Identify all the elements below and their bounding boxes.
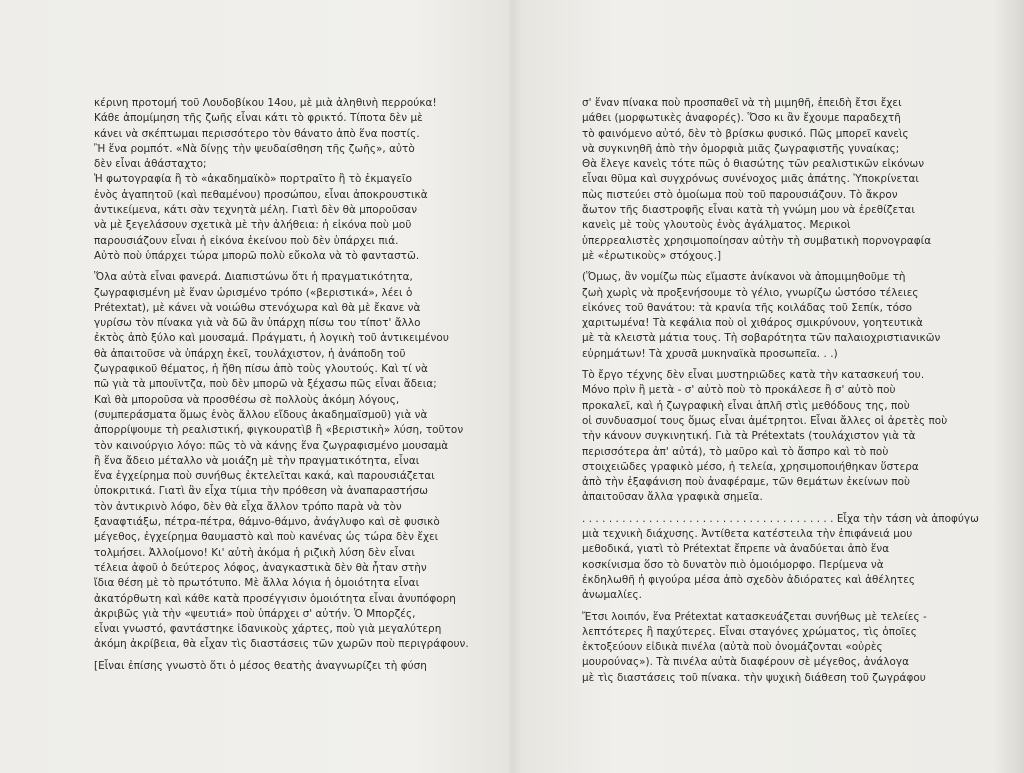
text-line: ζωὴ χωρὶς νὰ προξενήσουμε τὸ γέλιο, γνωρίζω ὡστόσο τέλειες <box>582 286 919 299</box>
text-line: ἀκατόρθωτη καὶ κάθε κατὰ προσέγγισιν ὁμοιότητα εἶναι ἀνυπόφορη <box>94 592 456 605</box>
text-line: ἀπορρίψουμε τὴ ρεαλιστική, φιγκουρατὶβ ἢ «βεριστικὴ» λύση, τοῦτον <box>94 424 464 437</box>
text-line: ἀντικείμενα, κάτι σὰν τεχνητὰ μέλη. Γιατὶ δὲν θὰ μποροῦσαν <box>94 204 418 217</box>
paragraph <box>582 96 976 264</box>
text-line: μὲ τὶς διαστάσεις τοῦ πίνακα. τὴν ψυχικὴ διάθεση τοῦ ζωγράφου <box>582 671 926 684</box>
text-line: στοιχειῶδες γραφικὸ μέσο, ἡ τελεία, χρησιμοποιήθηκαν ὕστερα <box>582 460 919 473</box>
text-line: μὲ «ἐρωτικοὺς» στόχους.] <box>582 249 722 262</box>
text-line: προκαλεῖ, καὶ ἡ ζωγραφικὴ εἶναι ἁπλῆ στὶς μεθόδους της, ποὺ <box>582 399 910 412</box>
text-line: . . . . . . . . . . . . . . . . . . . . . . . . . . . . . . . . . . . . . . Εἶχα τὴν τάση νὰ ἀποφύγω <box>582 512 979 525</box>
text-line: (συμπεράσματα ὅμως ἑνὸς ἄλλου εἴδους ἀκαδημαϊσμοῦ) γιὰ νὰ <box>94 408 428 421</box>
text-line: Prétextat), μὲ κάνει νὰ νοιώθω στενόχωρα καὶ θὰ μὲ ἔκανε νὰ <box>94 301 421 314</box>
text-line: πὼς πιστεύει στὸ ὁμοίωμα ποὺ τοῦ παρουσιάζουν. Τὸ ἄκρον <box>582 188 898 201</box>
paragraph <box>94 96 486 264</box>
text-line: μουρούνας»). Τὰ πινέλα αὐτὰ διαφέρουν σὲ μέγεθος, ἀνάλογα <box>582 656 910 669</box>
text-line: Ἔτσι λοιπόν, ἕνα Prétextat κατασκευάζεται συνήθως μὲ τελείες - <box>582 610 927 623</box>
text-line: τὸ φαινόμενο αὐτό, δὲν τὸ βρίσκω φυσικό. Πῶς μπορεῖ κανεὶς <box>582 127 909 140</box>
text-line: Ἢ ἕνα ρομπότ. «Νὰ δίνῃς τὴν ψευδαίσθηση τῆς ζωῆς», αὐτὸ <box>94 142 415 155</box>
paragraph <box>94 659 486 674</box>
text-line: (Ὅμως, ἂν νομίζω πὼς εἴμαστε ἀνίκανοι νὰ ἀπομιμηθοῦμε τὴ <box>582 271 906 284</box>
right-text-column <box>582 96 979 686</box>
text-line: ἴδια θέση μὲ τὸ πρωτότυπο. Μὲ ἄλλα λόγια ἡ ὁμοιότητα εἶναι <box>94 577 420 590</box>
text-line: τὴν κάνουν συγκινητική. Γιὰ τὰ Prétextats (τουλάχιστον γιὰ τὰ <box>582 430 916 443</box>
text-line: νὰ συγκινηθῆ ἀπὸ τὴν ὀμορφιὰ μιᾶς ζωγραφιστῆς γυναίκας; <box>582 142 900 155</box>
text-line: νὰ μὲ ξεγελάσουν σχετικὰ μὲ τὴν ἀλήθεια: ἡ εἰκόνα ποὺ μοῦ <box>94 219 412 232</box>
text-line: ζωγραφισμένη μὲ ἕναν ὡρισμένο τρόπο («βεριστικά», λέει ὁ <box>94 286 413 299</box>
text-line: μέγεθος, ἐγχείρημα θαυμαστὸ καὶ ποὺ κανένας ὡς τώρα δὲν ἔχει <box>94 531 439 544</box>
text-line: ζωγραφικοῦ θέματος, ἡ ἤθη πίσω ἀπὸ τοὺς γλουτούς. Καὶ τί νὰ <box>94 363 428 376</box>
text-line: μεθοδικά, γιατὶ τὸ Prétextat ἔπρεπε νὰ ἀναδύεται ἀπὸ ἕνα <box>582 543 890 556</box>
text-line: σ' ἕναν πίνακα ποὺ προσπαθεῖ νὰ τὴ μιμηθῆ, ἐπειδὴ ἔτσι ἔχει <box>582 97 902 109</box>
paragraph <box>582 512 979 604</box>
text-line: εὐρημάτων! Τὰ χρυσᾶ μυκηναϊκὰ προσωπεῖα. . .) <box>582 347 838 360</box>
text-line: γυρίσω τὸν πίνακα γιὰ νὰ δῶ ἂν ὑπάρχη πίσω του τίποτ' ἄλλο <box>94 317 421 330</box>
text-line: τὸν ἀντικρινὸ λόφο, δὲν θὰ εἶχα ἄλλον τρόπο παρὰ νὰ τὸν <box>94 500 402 513</box>
text-line: δὲν εἶναι ἀθάσταχτο; <box>94 158 207 171</box>
text-line: μὲ τὰ κλειστὰ μάτια τους. Τὴ σοβαρότητα τῶν παλαιοχριστιανικῶν <box>582 332 941 345</box>
text-line: θὰ ἀπαιτοῦσε νὰ ὑπάρχη ἐκεῖ, τουλάχιστον, ἡ ἀνάποδη τοῦ <box>94 347 406 360</box>
text-line: ἀνωμαλίες. <box>582 589 642 602</box>
text-line: λεπτότερες ἢ παχύτερες. Εἶναι σταγόνες χρώματος, τὶς ὁποῖες <box>582 625 917 638</box>
text-line: οἱ συνδυασμοί τους ὅμως εἶναι ἀμέτρητοι. Εἶναι ἄλλες οἱ ἀρετὲς ποὺ <box>582 414 948 427</box>
text-line: εἶναι γνωστό, φαντάστηκε ἰδανικοὺς χάρτες, ποὺ γιὰ μεγαλύτερη <box>94 623 442 636</box>
paragraph <box>582 610 976 686</box>
right-page <box>512 0 1024 773</box>
text-line: τέλεια ἀφοῦ ὁ δεύτερος λόφος, ἀναγκαστικὰ δὲν θὰ ἦταν στὴν <box>94 561 427 574</box>
text-line: κοσκίνισμα ὅσο τὸ δυνατὸν πιὸ ὁμοιόμορφο. Περίμενα νὰ <box>582 558 884 571</box>
text-line: ὑπερρεαλιστὲς χρησιμοποίησαν αὐτὴν τὴ συμβατικὴ πορνογραφία <box>582 234 932 247</box>
text-line: ἄωτον τῆς διαστροφῆς εἶναι κατὰ τὴ γνώμη μου νὰ ἐρεθίζεται <box>582 204 915 217</box>
text-line: Μόνο πρὶν ἢ μετὰ - σ' αὐτὸ ποὺ τὸ προκάλεσε ἢ σ' αὐτὸ ποὺ <box>582 384 896 397</box>
paragraph <box>94 270 486 652</box>
text-line: Ἡ φωτογραφία ἢ τὸ «ἀκαδημαϊκὸ» πορτραῖτο ἢ τὸ ἐκμαγεῖο <box>94 173 412 186</box>
paragraph <box>582 368 976 506</box>
text-line: ξαναφτιάξω, πέτρα-πέτρα, θάμνο-θάμνο, ἀνάγλυφο καὶ σὲ φυσικὸ <box>94 516 440 529</box>
text-line: Αὐτὸ ποὺ ὑπάρχει τώρα μπορῶ πολὺ εὔκολα νὰ τὸ φανταστῶ. <box>94 249 420 262</box>
text-line: κέρινη προτομή τοῦ Λουδοβίκου 14ου, μὲ μιὰ ἀληθινὴ περρούκα! <box>94 97 437 109</box>
text-line: Κάθε ἀπομίμηση τῆς ζωῆς εἶναι κάτι τὸ φρικτό. Τίποτα δὲν μὲ <box>94 112 423 125</box>
text-line: ἐκτοξεύουν εἰδικὰ πινέλα (αὐτὰ ποὺ ὀνομάζονται «οὐρὲς <box>582 641 883 654</box>
text-line: πῶ γιὰ τὰ μπουϊντζα, ποὺ δὲν μπορῶ νὰ ξέχασω πῶς εἶναι ἄδεια; <box>94 378 437 391</box>
text-line: ὑποκριτικά. Γιατὶ ἂν εἶχα τίμια τὴν πρόθεση νὰ ἀναπαραστήσω <box>94 485 429 498</box>
text-line: τὸν καινούργιο λόγο: πῶς τὸ νὰ κάνῃς ἕνα ζωγραφισμένο μουσαμὰ <box>94 439 449 452</box>
text-line: Θὰ ἔλεγε κανεὶς τότε πῶς ὁ θιασώτης τῶν ρεαλιστικῶν εἰκόνων <box>582 158 925 171</box>
text-line: χαριτωμένα! Τὰ κεφάλια ποὺ οἱ χιθάρος σμικρύνουν, γοητευτικὰ <box>582 317 923 330</box>
text-line: ἀκόμη ἀκρίβεια, θὰ εἶχαν τὶς διαστάσεις τῶν χωρῶν ποὺ περιγράφουν. <box>94 638 469 651</box>
text-line: ἐκτὸς ἀπὸ ξύλο καὶ μουσαμά. Πράγματι, ἡ λογικὴ τοῦ ἀντικειμένου <box>94 332 449 345</box>
text-line: κανεὶς μὲ τοὺς γλουτοὺς ἑνὸς ἀγάλματος. Μερικοὶ <box>582 219 851 232</box>
text-line: ἕνα ἐγχείρημα ποὺ συνήθως ἐκτελεῖται κακά, καὶ παρουσιάζεται <box>94 470 435 483</box>
text-line: περισσότερα ἀπ' αὐτά), τὸ μαῦρο καὶ τὸ ἄσπρο καὶ τὸ ποὺ <box>582 445 889 458</box>
text-line: ἀπαιτοῦσαν ἄλλα γραφικὰ σημεῖα. <box>582 491 763 504</box>
text-line: ἑνὸς ἀγαπητοῦ (καὶ πεθαμένου) προσώπου, εἶναι ἀποκρουστικὰ <box>94 188 428 201</box>
text-line: ἀπὸ τὴν ἐξαφάνιση ποὺ ἀναφέραμε, τῶν θεμάτων ἐκείνων ποὺ <box>582 476 911 489</box>
text-line: τολμήσει. Ἀλλοίμονο! Κι' αὐτὴ ἀκόμα ἡ ριζικὴ λύση δὲν εἶναι <box>94 546 415 559</box>
text-line: Τὸ ἔργο τέχνης δὲν εἶναι μυστηριῶδες κατὰ τὴν κατασκευή του. <box>582 369 925 382</box>
text-line: ἢ ἕνα ἄδειο μέταλλο νὰ μοιάζη μὲ τὴν πραγματικότητα, εἶναι <box>94 454 420 467</box>
paragraph <box>582 270 976 362</box>
text-line: [Εἶναι ἐπίσης γνωστὸ ὅτι ὁ μέσος θεατὴς ἀναγνωρίζει τὴ φύση <box>94 659 427 672</box>
text-line: εἰκόνες τοῦ θανάτου: τὰ κρανία τῆς κοιλάδας τοῦ Σεπίκ, τόσο <box>582 301 913 314</box>
text-line: ἀκριβῶς γιὰ τὴν «ψευτιά» ποὺ ὑπάρχει σ' αὐτήν. Ὁ Μπορζές, <box>94 607 416 620</box>
text-line: Καὶ θὰ μποροῦσα νὰ προσθέσω σὲ πολλοὺς ἀκόμη λόγους, <box>94 393 400 406</box>
text-line: εἶναι θῦμα καὶ συγχρόνως συνένοχος μιᾶς ἀπάτης. Ὑποκρίνεται <box>582 173 919 186</box>
text-line: μάθει (μορφωτικὲς ἀναφορές). Ὅσο κι ἂν ἔχουμε παραδεχτῆ <box>582 112 901 125</box>
left-text-column <box>94 96 486 674</box>
text-line: μιὰ τεχνικὴ διάχυσης. Ἀντίθετα κατέστειλα τὴν ἐπιφάνειά μου <box>582 528 913 541</box>
text-line: Ὅλα αὐτὰ εἶναι φανερά. Διαπιστώνω ὅτι ἡ πραγματικότητα, <box>94 271 413 284</box>
text-line: κάνει νὰ σκέπτωμαι περισσότερο τὸν θάνατο ἀπὸ ἕνα ποστίς. <box>94 127 420 140</box>
text-line: παρουσιάζουν εἶναι ἡ εἰκόνα ἐκείνου ποὺ δὲν ὑπάρχει πιά. <box>94 234 399 247</box>
text-line: ἐκδηλωθῆ ἡ φιγούρα μέσα ἀπὸ σχεδὸν ἀδιόρατες καὶ ἀθέλητες <box>582 573 916 586</box>
